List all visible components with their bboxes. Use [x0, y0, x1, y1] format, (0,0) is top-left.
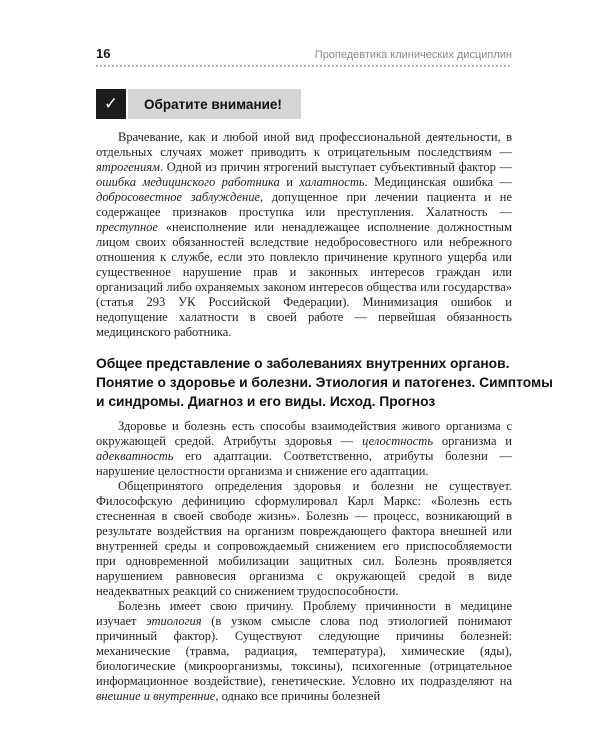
section-heading-line: Общее представление о заболеваниях внутренних органов.	[96, 356, 510, 371]
dotted-rule	[96, 65, 512, 67]
body-paragraph: Врачевание, как и любой иной вид профессиональной деятельности, в отдельных случаях может приводить к отрицательным последствиям — ятрогениям. Одной из причин ятрогений выступает субъективный фактор — ошибка медицинского работника и халатность. Медицинская ошибка — добросовестное заблуждение, допущенное при лечении пациента и не содержащее признаков проступка или преступления. Халатность — преступное «неисполнение или ненадлежащее исполнение должностным лицом своих обязанностей вследствие недобросовестного или небрежного отношения к службе, если это повлекло причинение крупного ущерба или существенное нарушение прав и законных интересов граждан или организаций либо охраняемых законом интересов общества или государства» (статья 293 УК Российской Федерации). Минимизация ошибок и недопущение халатности в своей работе — первейшая обязанность медицинского работника.	[96, 130, 512, 339]
section-paragraphs	[96, 419, 512, 704]
section-heading-line: и синдромы. Диагноз и его виды. Исход. Прогноз	[96, 394, 436, 409]
section-heading	[96, 354, 553, 411]
checkmark-icon: ✓	[96, 89, 126, 119]
body-paragraph: Здоровье и болезнь есть способы взаимодействия живого организма с окружающей средой. Атрибуты здоровья — целостность организма и адекватность его адаптации. Соответственно, атрибуты болезни — нарушение целостности организма и снижение его адаптации.	[96, 419, 512, 478]
running-title: Пропедевтика клинических дисциплин	[314, 49, 512, 61]
page-number: 16	[96, 46, 111, 61]
attention-callout	[96, 89, 512, 119]
section-heading-line: Понятие о здоровье и болезни. Этиология и патогенез. Симптомы	[96, 375, 553, 390]
body-paragraph: Общепринятого определения здоровья и болезни не существует. Философскую дефиницию сформулировал Карл Маркс: «Болезнь есть стесненная в своей свободе жизнь». Болезнь — процесс, возникающий в результате воздействия на организм повреждающего фактора внешней или внутренней среды и сопровождаемый снижением его приспособляемости при одновременной мобилизации защитных сил. Болезнь проявляется нарушением равновесия организма с окружающей средой в виде неадекватных реакций со снижением трудоспособности.	[96, 479, 512, 598]
callout-label: Обратите внимание!	[144, 96, 282, 112]
body-paragraph: Болезнь имеет свою причину. Проблему причинности в медицине изучает этиология (в узком смысле слова под этиологией понимают причинный фактор). Существуют следующие причины болезней: механические (травма, радиация, температура), химические (яды), биологические (микроорганизмы, токсины), психогенные (отрицательное информационное воздействие), генетические. Условно их подразделяют на внешние и внутренние, однако все причины болезней	[96, 599, 512, 703]
callout-label-bar	[128, 89, 301, 119]
page-header	[96, 46, 512, 61]
intro-paragraphs	[96, 130, 512, 340]
